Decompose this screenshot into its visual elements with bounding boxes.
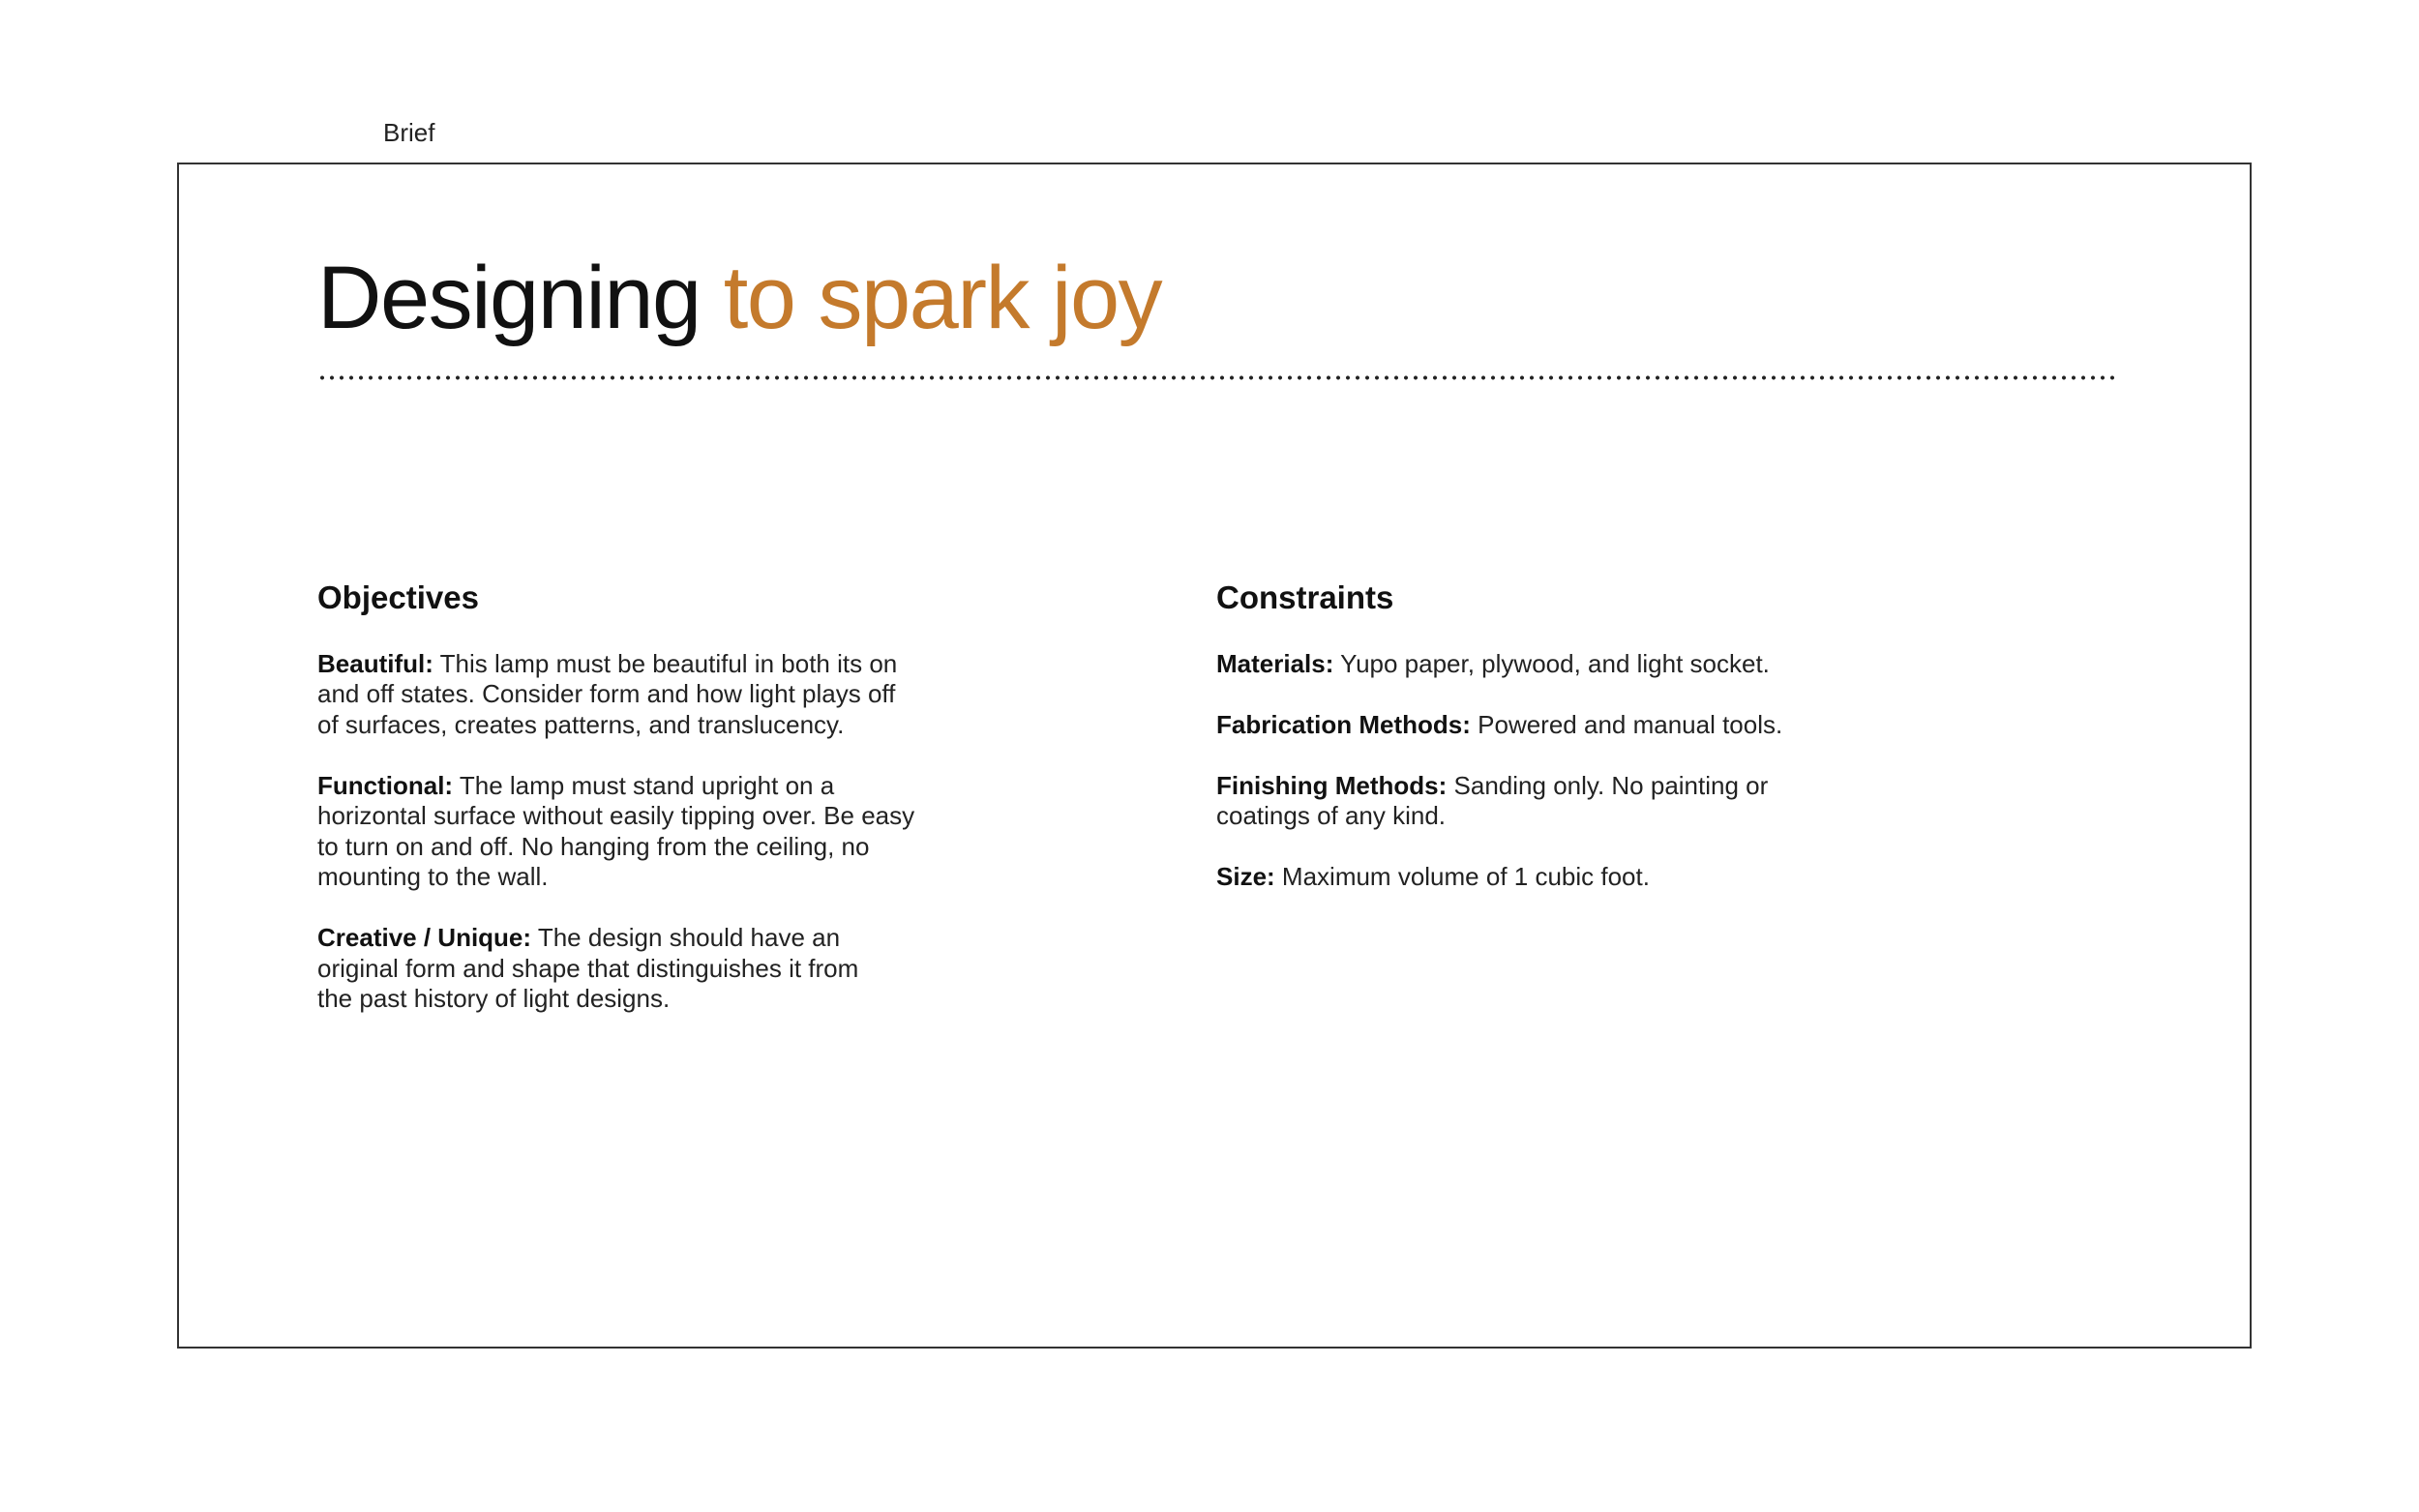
objective-item — [317, 923, 859, 1015]
constraint-label: Finishing Methods: — [1216, 770, 1448, 800]
constraint-item — [1216, 771, 1782, 832]
constraint-text: Yupo paper, plywood, and light socket. — [1340, 648, 1770, 678]
objective-text: The design should have an original form and shape that distinguishes it from the past history of light designs. — [317, 923, 859, 1014]
constraint-text: Sanding only. No painting or coatings of any kind. — [1216, 770, 1769, 831]
objective-item — [317, 771, 922, 893]
constraint-label: Size: — [1216, 862, 1275, 892]
constraint-label: Fabrication Methods: — [1216, 709, 1471, 739]
objective-item — [317, 649, 898, 741]
constraint-item — [1216, 710, 1836, 741]
title-accent: to spark joy — [723, 249, 1162, 347]
objectives-section — [317, 578, 937, 1045]
objective-text: The lamp must stand upright on a horizontal surface without easily tipping over. Be easy to turn on and off. No hanging from the ceiling, no mounting to the wall. — [317, 770, 915, 892]
section-label: Brief — [383, 118, 435, 147]
objective-label: Beautiful: — [317, 648, 433, 678]
constraint-item — [1216, 649, 1836, 680]
constraints-section — [1216, 578, 1836, 923]
constraint-text: Maximum volume of 1 cubic foot. — [1281, 862, 1650, 892]
title-main: Designing — [317, 249, 701, 347]
constraint-item — [1216, 862, 1836, 893]
objective-text: This lamp must be beautiful in both its on and off states. Consider form and how light plays off of surfaces, creates patterns, and translucency. — [317, 648, 898, 739]
page-title — [317, 249, 1162, 347]
content-frame — [177, 163, 2252, 1349]
objectives-heading: Objectives — [317, 579, 479, 615]
objective-label: Creative / Unique: — [317, 923, 532, 953]
constraints-heading: Constraints — [1216, 579, 1394, 615]
objective-label: Functional: — [317, 770, 454, 800]
dotted-divider — [317, 375, 2117, 380]
constraint-text: Powered and manual tools. — [1478, 709, 1783, 739]
constraint-label: Materials: — [1216, 648, 1334, 678]
